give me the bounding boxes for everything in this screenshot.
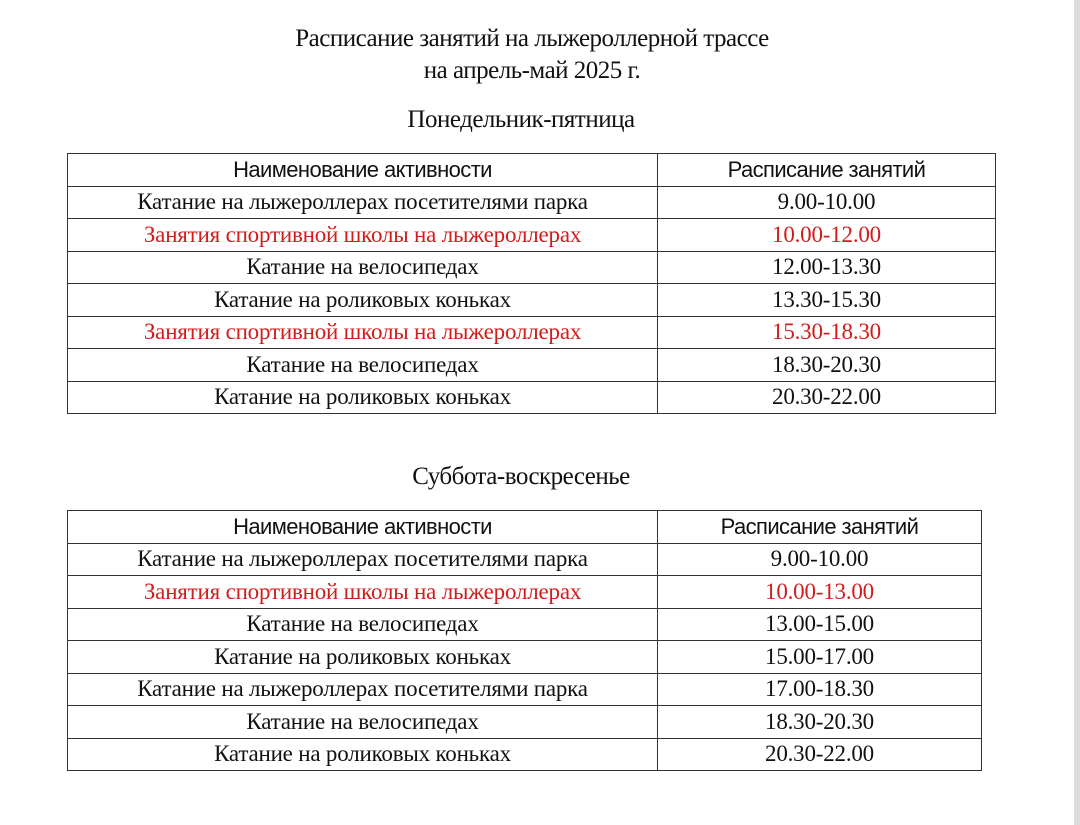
activity-cell: Занятия спортивной школы на лыжероллерах [68,316,658,349]
activity-cell: Катание на роликовых коньках [68,641,658,674]
time-cell: 10.00-13.00 [658,576,982,609]
table-row [68,186,996,219]
page-edge-divider [1074,0,1080,825]
table-row [68,349,996,382]
table-row [68,673,982,706]
weekdays-schedule-table [67,153,996,414]
activity-cell: Катание на роликовых коньках [68,738,658,771]
document-title-line-2: на апрель-май 2025 г. [423,57,641,84]
time-cell: 17.00-18.30 [658,673,982,706]
activity-cell: Катание на велосипедах [68,251,658,284]
table-row [68,219,996,252]
activity-cell: Катание на роликовых коньках [68,284,658,317]
time-cell: 18.30-20.30 [658,349,996,382]
table-row [68,738,982,771]
table-row [68,706,982,739]
time-cell: 9.00-10.00 [658,186,996,219]
time-cell: 20.30-22.00 [658,381,996,414]
time-cell: 13.00-15.00 [658,608,982,641]
activity-cell: Катание на лыжероллерах посетителями парка [68,543,658,576]
time-cell: 15.30-18.30 [658,316,996,349]
activity-cell: Катание на велосипедах [68,349,658,382]
time-cell: 15.00-17.00 [658,641,982,674]
document-title-line-1: Расписание занятий на лыжероллерной трассе [295,25,769,52]
time-cell: 10.00-12.00 [658,219,996,252]
table-row [68,251,996,284]
activity-cell: Занятия спортивной школы на лыжероллерах [68,576,658,609]
activity-cell: Занятия спортивной школы на лыжероллерах [68,219,658,252]
table-row [68,381,996,414]
activity-cell: Катание на лыжероллерах посетителями парка [68,186,658,219]
column-header-activity: Наименование активности [68,154,658,187]
weekend-heading: Суббота-воскресенье [412,463,630,490]
column-header-activity: Наименование активности [68,511,658,544]
activity-cell: Катание на велосипедах [68,608,658,641]
table-row [68,608,982,641]
time-cell: 18.30-20.30 [658,706,982,739]
table-header-row [68,511,982,544]
table-row [68,316,996,349]
weekend-schedule-table [67,510,982,771]
column-header-schedule: Расписание занятий [658,154,996,187]
time-cell: 13.30-15.30 [658,284,996,317]
table-row [68,284,996,317]
table-header-row [68,154,996,187]
table-row [68,576,982,609]
time-cell: 9.00-10.00 [658,543,982,576]
activity-cell: Катание на велосипедах [68,706,658,739]
column-header-schedule: Расписание занятий [658,511,982,544]
activity-cell: Катание на роликовых коньках [68,381,658,414]
time-cell: 12.00-13.30 [658,251,996,284]
activity-cell: Катание на лыжероллерах посетителями парка [68,673,658,706]
time-cell: 20.30-22.00 [658,738,982,771]
table-row [68,543,982,576]
weekdays-heading: Понедельник-пятница [407,106,635,133]
table-row [68,641,982,674]
